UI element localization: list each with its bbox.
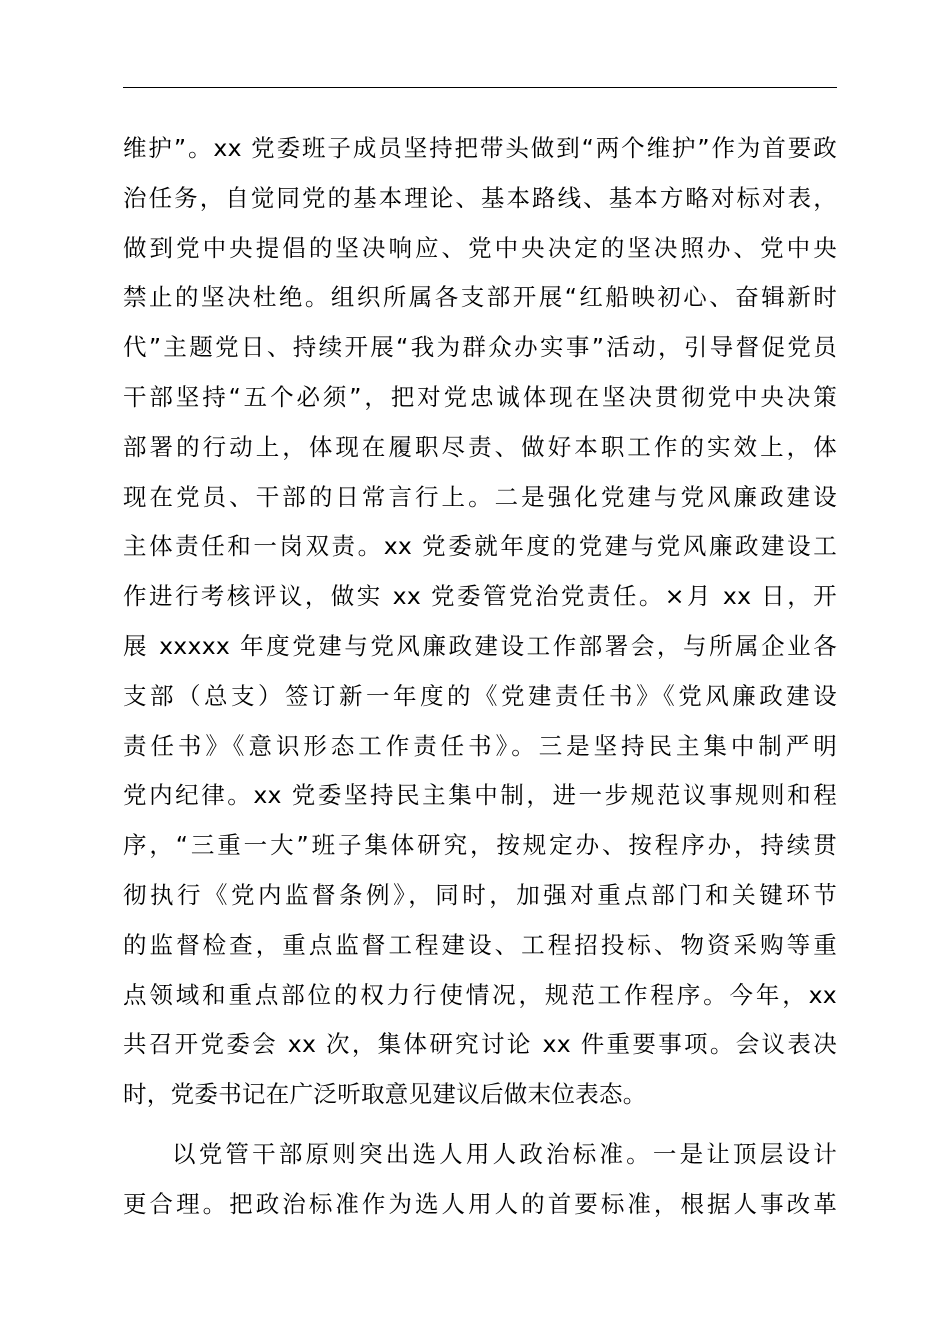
text-line: 现在党员、干部的日常言行上。二是强化党建与党风廉政建设 <box>123 482 837 511</box>
text-line: 的监督检查，重点监督工程建设、工程招投标、物资采购等重 <box>123 930 837 959</box>
text-line: 时，党委书记在广泛听取意见建议后做末位表态。 <box>123 1080 647 1109</box>
text-line: 治任务，自觉同党的基本理论、基本路线、基本方略对标对表， <box>123 183 837 212</box>
text-line: 以党管干部原则突出选人用人政治标准。一是让顶层设计 <box>172 1139 837 1168</box>
paragraph-1 <box>123 124 837 1120</box>
paragraph-gap <box>123 1120 837 1130</box>
text-line: 展 xxxxx 年度党建与党风廉政建设工作部署会，与所属企业各 <box>123 631 837 660</box>
text-line: 彻执行《党内监督条例》，同时，加强对重点部门和关键环节 <box>123 880 837 909</box>
text-line: 做到党中央提倡的坚决响应、党中央决定的坚决照办、党中央 <box>123 233 837 262</box>
paragraph-2 <box>123 1130 837 1230</box>
text-line: 更合理。把政治标准作为选人用人的首要标准，根据人事改革 <box>123 1189 837 1218</box>
text-line: 共召开党委会 xx 次，集体研究讨论 xx 件重要事项。会议表决 <box>123 1030 837 1059</box>
text-line: 责任书》《意识形态工作责任书》。三是坚持民主集中制严明 <box>123 731 837 760</box>
text-line: 作进行考核评议，做实 xx 党委管党治党责任。×月 xx 日，开 <box>123 582 837 611</box>
text-line: 代”主题党日、持续开展“我为群众办实事”活动，引导督促党员 <box>123 333 837 362</box>
text-line: 支部（总支）签订新一年度的《党建责任书》《党风廉政建设 <box>123 681 837 710</box>
text-line: 党内纪律。xx 党委坚持民主集中制，进一步规范议事规则和程 <box>123 781 837 810</box>
text-line: 禁止的坚决杜绝。组织所属各支部开展“红船映初心、奋辑新时 <box>123 283 837 312</box>
text-line: 序，“三重一大”班子集体研究，按规定办、按程序办，持续贯 <box>123 831 837 860</box>
text-line: 维护”。xx 党委班子成员坚持把带头做到“两个维护”作为首要政 <box>123 134 837 162</box>
header-rule <box>123 87 837 88</box>
document-body <box>123 124 837 1230</box>
text-line: 部署的行动上，体现在履职尽责、做好本职工作的实效上，体 <box>123 432 837 461</box>
text-line: 主体责任和一岗双责。xx 党委就年度的党建与党风廉政建设工 <box>123 532 837 561</box>
text-line: 干部坚持“五个必须”，把对党忠诚体现在坚决贯彻党中央决策 <box>123 382 837 411</box>
text-line: 点领域和重点部位的权力行使情况，规范工作程序。今年，xx <box>123 980 837 1009</box>
